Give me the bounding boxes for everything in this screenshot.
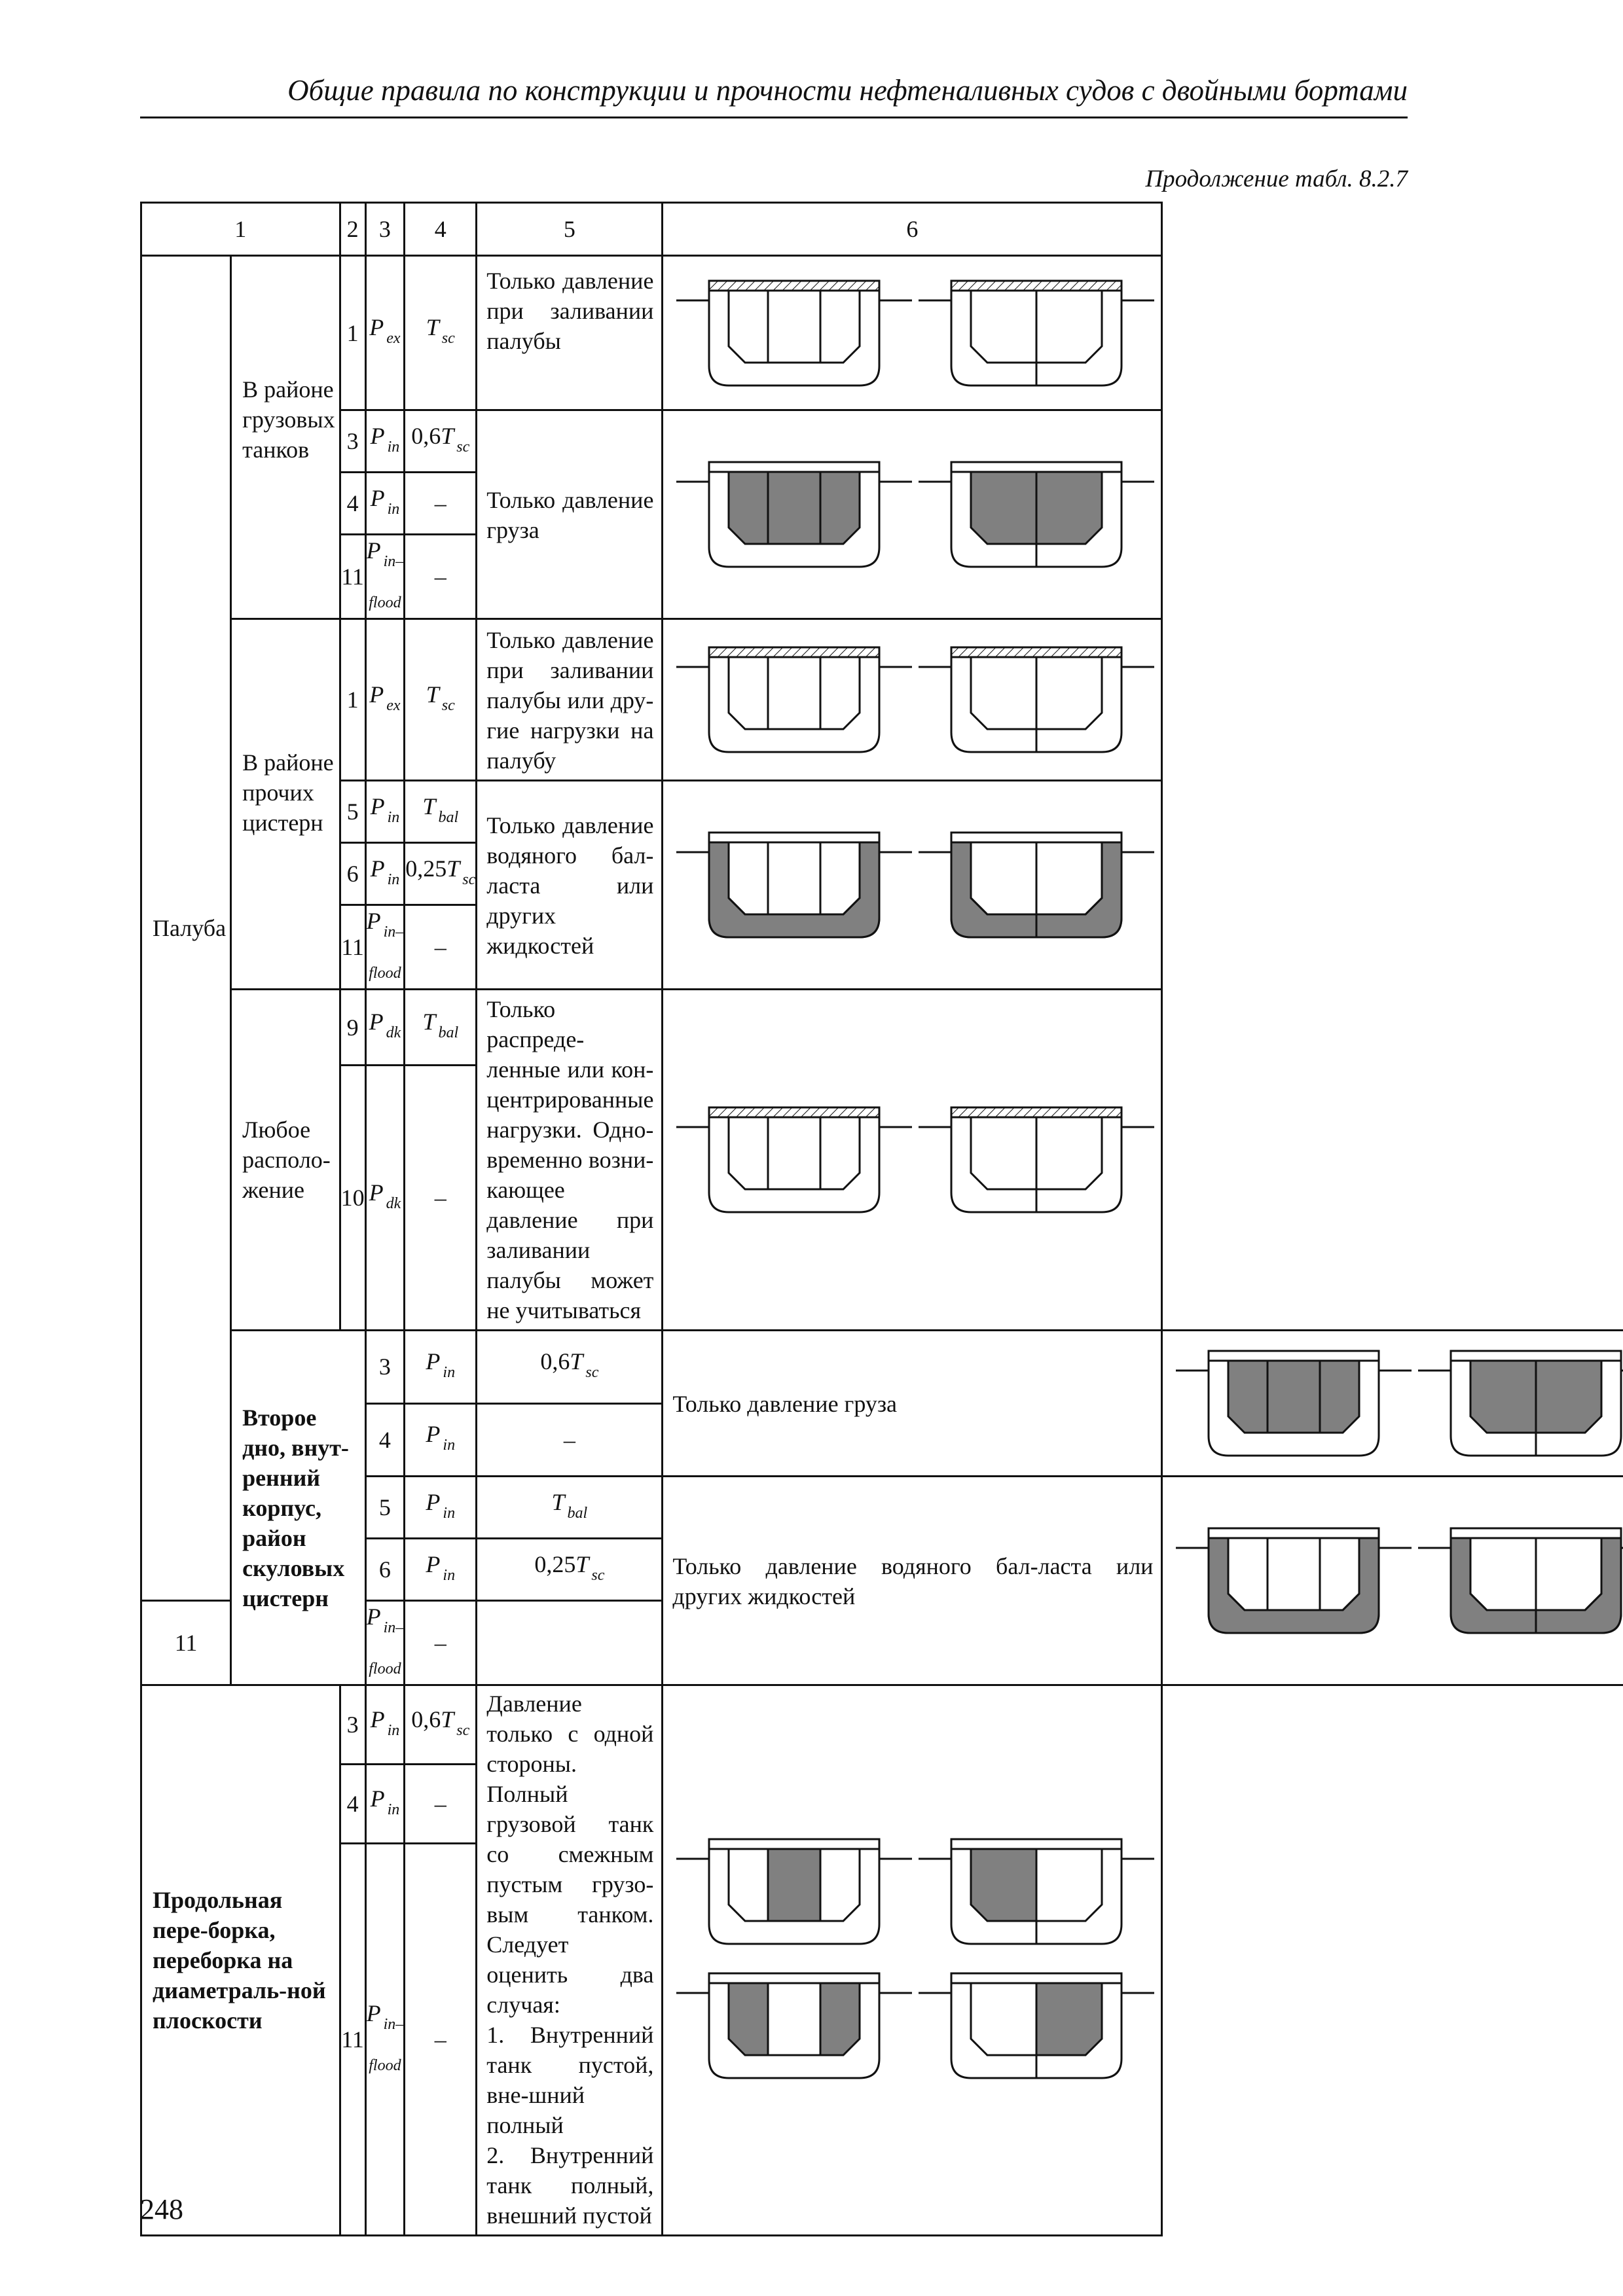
description-one-side-text: Давление только с одной стороны. Полный грузовой танк со смежным пустым грузо-вым танком. Следует оценить два случая: (486, 1691, 654, 2018)
symbol-subscript: dk (386, 1194, 401, 1212)
deck-plate (709, 462, 879, 472)
symbol-subscript: in (387, 500, 400, 518)
deck-plate (709, 647, 879, 657)
coefficient: 0,25 (405, 855, 447, 882)
symbol-main: P (370, 855, 385, 882)
description-deck-flood-other: Только давление при заливании палубы или дру-гие нагрузки на палубу (477, 619, 663, 781)
draught-cell (477, 1331, 663, 1404)
symbol-main: T (426, 314, 439, 340)
diagram-cell (663, 256, 1162, 410)
symbol-subscript: in (443, 1437, 456, 1454)
symbol-main: – (434, 1185, 447, 1211)
table-row (141, 990, 1623, 1066)
pressure-cell (365, 410, 405, 473)
half-tank-fill (1036, 1983, 1102, 2055)
draught-cell (405, 1844, 477, 2236)
symbol-main: P (369, 681, 384, 708)
header-rule (140, 117, 1408, 118)
col-header-6: 6 (663, 203, 1162, 256)
load-case-cell: 3 (340, 410, 365, 473)
symbol-main: T (575, 1551, 589, 1577)
tank-diagram (663, 628, 1161, 772)
symbol-main: P (370, 422, 385, 449)
symbol-subscript: dk (386, 1024, 401, 1042)
symbol-main: T (551, 1488, 565, 1515)
symbol-subscript: in (443, 1566, 456, 1584)
coefficient: 0,6 (411, 422, 441, 449)
pressure-cell (365, 256, 405, 410)
symbol-main: – (434, 490, 447, 516)
draught-cell (477, 1539, 663, 1601)
coefficient: 0,6 (540, 1348, 570, 1374)
symbol-main: T (422, 793, 436, 819)
col-header-4: 4 (405, 203, 477, 256)
deck-plate (951, 1107, 1122, 1117)
inner-hull-line (729, 1117, 860, 1189)
symbol-main: P (426, 1421, 441, 1448)
description-cargo-2: Только давление груза (663, 1331, 1162, 1477)
draught-cell (405, 905, 477, 990)
symbol-subscript: sc (456, 1721, 470, 1739)
symbol-main: T (426, 681, 439, 708)
pressure-cell (405, 1539, 477, 1601)
description-ballast-2: Только давление водяного бал-ласта или других жидкостей (663, 1477, 1162, 1685)
symbol-main: P (370, 484, 385, 511)
symbol-subscript: in (387, 1721, 400, 1739)
deck-plate (951, 462, 1122, 472)
draught-cell (405, 843, 477, 905)
description-case-2: 2. Внутренний танк полный, внешний пустой (486, 2142, 654, 2229)
symbol-main: P (370, 793, 385, 819)
cargo-fill (1228, 1361, 1359, 1433)
symbol-main: – (434, 564, 447, 590)
symbol-subscript: ex (386, 330, 401, 347)
symbol-main: T (447, 855, 460, 882)
description-deck-flood: Только давление при заливании палубы (477, 256, 663, 410)
inner-hull-line (729, 657, 860, 729)
symbol-main: – (434, 934, 447, 960)
ballast-fill (1209, 1538, 1379, 1633)
load-case-cell: 3 (340, 1685, 365, 1765)
deck-plate (1451, 1351, 1621, 1361)
draught-cell (405, 473, 477, 535)
load-case-cell: 1 (340, 256, 365, 410)
cargo-fill (729, 472, 860, 544)
load-case-table (140, 202, 1623, 2236)
diagram-cell (663, 781, 1162, 990)
diagram-cell (1162, 1477, 1623, 1685)
half-tank-fill (971, 1849, 1036, 1921)
symbol-subscript: sc (456, 438, 470, 456)
tank-diagram (663, 1088, 1161, 1232)
symbol-main: P (426, 1551, 441, 1577)
symbol-subscript: sc (591, 1566, 605, 1584)
load-case-cell: 6 (365, 1539, 405, 1601)
table-row (141, 781, 1623, 843)
inner-hull-line (729, 842, 860, 914)
deck-plate (709, 1839, 879, 1849)
inner-hull-line (729, 291, 860, 363)
deck-plate (1451, 1528, 1621, 1538)
load-case-cell: 4 (340, 1765, 365, 1844)
symbol-subscript: in (387, 438, 400, 456)
pressure-cell (365, 1765, 405, 1844)
symbol-subscript: in–flood (369, 1619, 404, 1677)
draught-cell (405, 1765, 477, 1844)
load-case-cell: 9 (340, 990, 365, 1066)
load-case-cell: 3 (365, 1331, 405, 1404)
symbol-subscript: sc (585, 1363, 599, 1381)
load-case-cell: 4 (365, 1403, 405, 1477)
draught-cell (405, 1685, 477, 1765)
coefficient: 0,25 (534, 1551, 576, 1577)
deck-plate (709, 281, 879, 291)
load-case-cell: 5 (340, 781, 365, 843)
symbol-main: – (434, 1791, 447, 1818)
table-row (141, 1685, 1623, 1765)
symbol-subscript: bal (567, 1504, 588, 1522)
symbol-subscript: sc (441, 330, 455, 347)
deck-plate (709, 833, 879, 842)
pressure-cell (365, 535, 405, 619)
pressure-cell (365, 619, 405, 781)
pressure-cell (405, 1331, 477, 1404)
table-row (141, 410, 1623, 473)
subgroup-any-location: Любое располо-жение (231, 990, 340, 1331)
subgroup-cargo-tanks: В районе грузовых танков (231, 256, 340, 619)
draught-cell (405, 410, 477, 473)
col-header-2: 2 (340, 203, 365, 256)
symbol-subscript: in (387, 870, 400, 888)
load-case-cell: 10 (340, 1066, 365, 1331)
page-number: 248 (140, 2193, 183, 2225)
table-continuation-caption: Продолжение табл. 8.2.7 (1145, 166, 1408, 192)
symbol-subscript: in (387, 1801, 400, 1818)
running-header: Общие правила по конструкции и прочности нефтеналивных судов с двойными бортами (287, 74, 1408, 107)
symbol-main: P (366, 908, 381, 934)
diagram-cell (663, 990, 1162, 1331)
symbol-main: T (441, 422, 454, 449)
load-case-cell: 6 (340, 843, 365, 905)
diagram-cell (663, 619, 1162, 781)
outer-hull-line (709, 657, 879, 752)
outer-hull-line (709, 291, 879, 386)
symbol-main: P (426, 1348, 441, 1374)
draught-cell (405, 256, 477, 410)
pressure-cell (405, 1403, 477, 1477)
tank-diagram (663, 261, 1161, 405)
symbol-subscript: in–flood (369, 553, 404, 611)
symbol-subscript: in (387, 808, 400, 826)
deck-plate (951, 647, 1122, 657)
table-row (141, 619, 1623, 781)
load-case-cell: 11 (340, 905, 365, 990)
deck-plate (709, 1973, 879, 1983)
draught-cell (405, 781, 477, 843)
description-distributed: Только распреде-ленные или кон-центрированные нагрузки. Одно-временно возни-кающее давление при заливании палубы может не учитываться (477, 990, 663, 1331)
centre-tank-fill (768, 1849, 820, 1921)
symbol-main: P (366, 2000, 381, 2027)
deck-plate (951, 281, 1122, 291)
description-ballast: Только давление водяного бал-ласта или других жидкостей (477, 781, 663, 990)
subgroup-other-tanks: В районе прочих цистерн (231, 619, 340, 990)
symbol-main: – (434, 2026, 447, 2053)
load-case-cell: 11 (340, 1844, 365, 2236)
pressure-cell (365, 473, 405, 535)
diagram-cell (1162, 1331, 1623, 1477)
deck-plate (951, 833, 1122, 842)
symbol-main: P (369, 1179, 384, 1206)
col-header-1: 1 (141, 203, 340, 256)
draught-cell (405, 990, 477, 1066)
symbol-main: – (434, 1630, 447, 1656)
pressure-cell (365, 1685, 405, 1765)
symbol-subscript: bal (438, 1024, 459, 1042)
pressure-cell (405, 1477, 477, 1539)
table-header-row (141, 203, 1623, 256)
pressure-cell (365, 1844, 405, 2236)
description-one-side (477, 1685, 663, 2236)
symbol-main: T (570, 1348, 583, 1374)
tank-diagram (663, 442, 1161, 586)
deck-plate (709, 1107, 879, 1117)
diagram-cell (663, 410, 1162, 619)
symbol-subscript: in (443, 1363, 456, 1381)
symbol-subscript: in–flood (369, 924, 404, 982)
symbol-main: P (369, 1009, 384, 1035)
group-label-bulkhead: Продольная пере-борка, переборка на диаметраль-ной плоскости (141, 1685, 340, 2236)
symbol-main: P (366, 1604, 381, 1630)
symbol-main: T (441, 1706, 454, 1732)
pressure-cell (365, 905, 405, 990)
table-row (141, 1331, 1623, 1404)
table-row (141, 256, 1623, 410)
load-case-cell: 5 (365, 1477, 405, 1539)
inner-hull-line (1228, 1538, 1359, 1610)
draught-cell (405, 619, 477, 781)
group-label-inner-hull: Второе дно, внут-ренний корпус, район скуловых цистерн (231, 1331, 366, 1685)
ballast-fill (709, 842, 879, 937)
deck-plate (951, 1973, 1122, 1983)
pressure-cell (365, 843, 405, 905)
diagram-cell (663, 1685, 1162, 2236)
symbol-subscript: sc (441, 696, 455, 714)
load-case-cell: 4 (340, 473, 365, 535)
draught-cell (477, 1403, 663, 1477)
tank-diagram (663, 813, 1161, 957)
symbol-main: P (370, 1785, 385, 1812)
pressure-cell (365, 990, 405, 1066)
tank-diagram (663, 1820, 1161, 2101)
symbol-main: P (426, 1488, 441, 1515)
load-case-cell: 1 (340, 619, 365, 781)
symbol-subscript: in–flood (369, 2016, 404, 2075)
coefficient: 0,6 (411, 1706, 441, 1732)
symbol-subscript: bal (438, 808, 459, 826)
col-header-5: 5 (477, 203, 663, 256)
symbol-subscript: in (443, 1504, 456, 1522)
symbol-subscript: ex (386, 696, 401, 714)
load-case-cell: 11 (141, 1601, 231, 1685)
draught-cell (405, 1066, 477, 1331)
symbol-subscript: sc (462, 870, 476, 888)
deck-plate (951, 1839, 1122, 1849)
symbol-main: P (366, 537, 381, 564)
pressure-cell (365, 1066, 405, 1331)
outer-hull-line (709, 1117, 879, 1212)
tank-diagram (1163, 1509, 1623, 1653)
deck-plate (1209, 1351, 1379, 1361)
symbol-main: P (370, 1706, 385, 1732)
description-case-1: 1. Внутренний танк пустой, вне-шний полный (486, 2022, 654, 2138)
pressure-cell (365, 1601, 405, 1685)
pressure-cell (365, 781, 405, 843)
load-case-cell: 11 (340, 535, 365, 619)
deck-plate (1209, 1528, 1379, 1538)
group-label-deck: Палуба (141, 256, 231, 1601)
draught-cell (405, 535, 477, 619)
draught-cell (405, 1601, 477, 1685)
symbol-main: T (422, 1009, 436, 1035)
tank-diagram (1163, 1331, 1623, 1475)
description-cargo: Только давление груза (477, 410, 663, 619)
symbol-main: – (563, 1426, 575, 1453)
draught-cell (477, 1477, 663, 1539)
symbol-main: P (369, 314, 384, 340)
col-header-3: 3 (365, 203, 405, 256)
